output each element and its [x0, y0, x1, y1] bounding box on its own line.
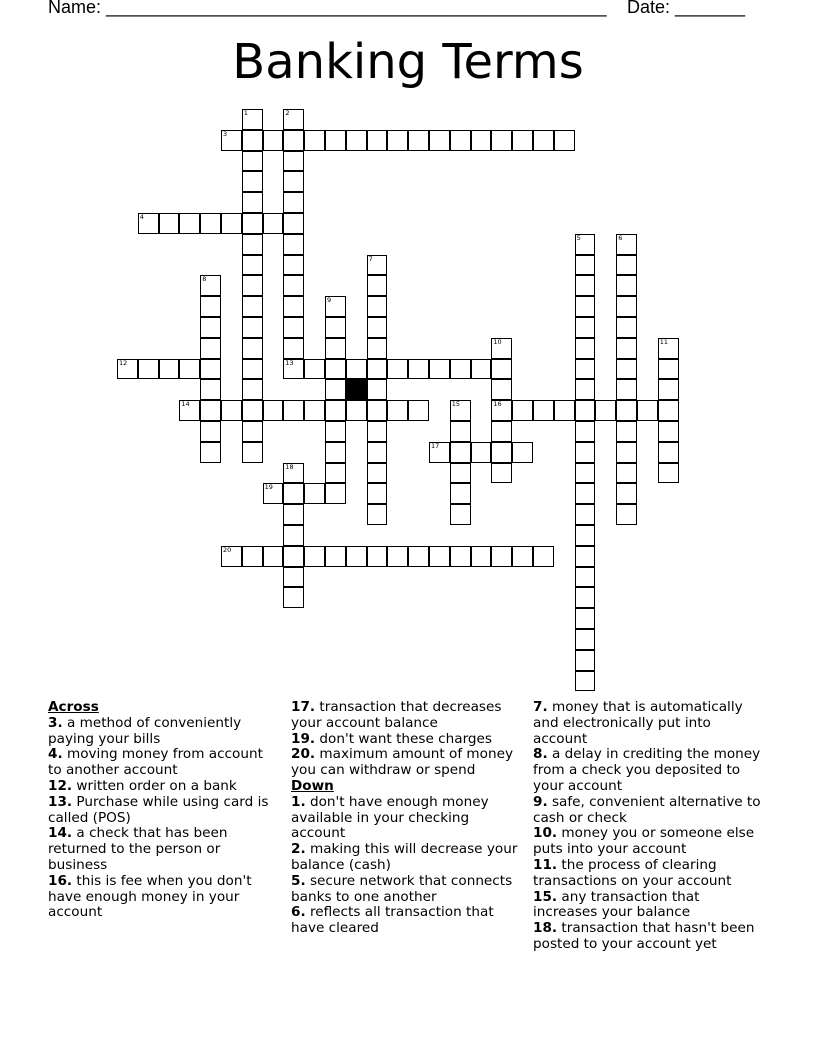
grid-cell[interactable] — [304, 359, 325, 380]
grid-cell[interactable] — [575, 567, 596, 588]
grid-cell[interactable] — [575, 255, 596, 276]
grid-cell[interactable] — [221, 546, 242, 567]
name-blank[interactable]: __________________________________________________ — [106, 0, 607, 17]
grid-cell[interactable] — [200, 213, 221, 234]
grid-cell[interactable] — [367, 442, 388, 463]
across-heading: Across — [48, 699, 99, 715]
grid-cell[interactable] — [616, 400, 637, 421]
clue-down-7: 7. money that is automatically and electronically put into account — [533, 699, 743, 747]
grid-cell[interactable] — [263, 400, 284, 421]
date-label: Date: — [627, 0, 671, 17]
clue-down-1: 1. don't have enough money available in your checking account — [291, 793, 489, 842]
grid-cell[interactable] — [346, 400, 367, 421]
grid-cell[interactable] — [367, 504, 388, 525]
grid-cell[interactable] — [200, 275, 221, 296]
clue-across-4: 4. moving money from account to another account — [48, 746, 263, 779]
grid-cell[interactable] — [408, 546, 429, 567]
grid-cell[interactable] — [325, 296, 346, 317]
grid-cell[interactable] — [450, 463, 471, 484]
clue-down-10: 10. money you or someone else puts into your account — [533, 825, 755, 858]
grid-cell[interactable] — [575, 421, 596, 442]
clue-down-9: 9. safe, convenient alternative to cash or check — [533, 793, 761, 826]
grid-cell[interactable] — [263, 546, 284, 567]
grid-cell[interactable] — [658, 379, 679, 400]
grid-cell[interactable] — [117, 359, 138, 380]
grid-cell[interactable] — [387, 546, 408, 567]
clue-across-16: 16. this is fee when you don't have enough money in your account — [48, 872, 252, 921]
grid-cell[interactable] — [450, 504, 471, 525]
grid-cell[interactable] — [367, 379, 388, 400]
grid-cell[interactable] — [325, 130, 346, 151]
grid-cell[interactable] — [283, 171, 304, 192]
grid-cell[interactable] — [367, 463, 388, 484]
clue-across-3: 3. a method of conveniently paying your bills — [48, 714, 242, 747]
grid-cell[interactable] — [491, 400, 512, 421]
grid-cell[interactable] — [283, 109, 304, 130]
clue-number: 5 — [576, 233, 581, 242]
grid-cell[interactable] — [367, 359, 388, 380]
grid-cell[interactable] — [450, 442, 471, 463]
grid-cell[interactable] — [242, 400, 263, 421]
grid-cell[interactable] — [575, 400, 596, 421]
grid-cell[interactable] — [138, 213, 159, 234]
grid-cell[interactable] — [429, 546, 450, 567]
grid-cell[interactable] — [575, 359, 596, 380]
grid-cell[interactable] — [325, 379, 346, 400]
grid-cell[interactable] — [263, 213, 284, 234]
grid-cell[interactable] — [575, 629, 596, 650]
grid-cell[interactable] — [283, 567, 304, 588]
grid-cell[interactable] — [658, 400, 679, 421]
clue-down-5: 5. secure network that connects banks to one another — [291, 872, 513, 905]
grid-cell[interactable] — [637, 400, 658, 421]
grid-cell[interactable] — [575, 338, 596, 359]
grid-cell[interactable] — [304, 483, 325, 504]
grid-cell[interactable] — [325, 463, 346, 484]
clue-number: 6 — [618, 233, 623, 242]
clue-across-13: 13. Purchase while using card is called (POS) — [48, 793, 269, 826]
grid-cell[interactable] — [367, 421, 388, 442]
grid-cell[interactable] — [242, 109, 263, 130]
grid-cell[interactable] — [242, 234, 263, 255]
grid-cell[interactable] — [283, 483, 304, 504]
grid-cell[interactable] — [263, 483, 284, 504]
page-title: Banking Terms — [232, 34, 584, 90]
grid-cell[interactable] — [491, 463, 512, 484]
grid-cell[interactable] — [575, 546, 596, 567]
grid-cell[interactable] — [263, 130, 284, 151]
grid-cell[interactable] — [575, 504, 596, 525]
grid-cell[interactable] — [575, 275, 596, 296]
grid-cell[interactable] — [616, 338, 637, 359]
clue-number: 19 — [264, 483, 273, 492]
grid-cell[interactable] — [367, 130, 388, 151]
grid-cell[interactable] — [491, 130, 512, 151]
grid-cell[interactable] — [387, 400, 408, 421]
grid-cell[interactable] — [200, 442, 221, 463]
grid-cell[interactable] — [408, 359, 429, 380]
clue-number: 12 — [119, 358, 128, 367]
grid-cell[interactable] — [595, 400, 616, 421]
grid-cell[interactable] — [242, 442, 263, 463]
clue-number: 2 — [285, 109, 290, 117]
name-label: Name: — [48, 0, 102, 17]
grid-cell[interactable] — [200, 421, 221, 442]
grid-cell[interactable] — [491, 338, 512, 359]
grid-cell[interactable] — [242, 275, 263, 296]
grid-cell[interactable] — [387, 359, 408, 380]
grid-cell[interactable] — [450, 359, 471, 380]
grid-cell[interactable] — [242, 255, 263, 276]
grid-cell[interactable] — [616, 483, 637, 504]
grid-cell[interactable] — [221, 400, 242, 421]
clue-down-2: 2. making this will decrease your balance (cash) — [291, 841, 518, 873]
grid-cell[interactable] — [429, 442, 450, 463]
grid-cell[interactable] — [283, 317, 304, 338]
grid-cell[interactable] — [283, 504, 304, 525]
grid-cell[interactable] — [429, 359, 450, 380]
clue-number: 15 — [451, 400, 461, 409]
clue-across-14: 14. a check that has been returned to the person or business — [48, 825, 228, 873]
grid-cell[interactable] — [471, 130, 492, 151]
grid-cell[interactable] — [346, 546, 367, 567]
grid-cell[interactable] — [616, 379, 637, 400]
clue-number: 3 — [223, 129, 228, 138]
clue-column-2 — [291, 700, 521, 937]
grid-cell[interactable] — [283, 151, 304, 172]
grid-cell[interactable] — [616, 504, 637, 525]
grid-cell[interactable] — [491, 379, 512, 400]
grid-cell[interactable] — [200, 359, 221, 380]
grid-cell[interactable] — [242, 338, 263, 359]
down-heading: Down — [291, 777, 334, 794]
grid-cell[interactable] — [387, 130, 408, 151]
grid-cell[interactable] — [512, 546, 533, 567]
grid-cell[interactable] — [575, 463, 596, 484]
grid-cell[interactable] — [491, 546, 512, 567]
grid-cell[interactable] — [283, 213, 304, 234]
grid-cell[interactable] — [221, 213, 242, 234]
grid-cell[interactable] — [616, 275, 637, 296]
grid-cell[interactable] — [408, 400, 429, 421]
grid-cell[interactable] — [304, 546, 325, 567]
grid-cell[interactable] — [242, 421, 263, 442]
grid-cell[interactable] — [450, 546, 471, 567]
clue-number: 7 — [368, 254, 373, 263]
clue-number: 17 — [431, 441, 440, 450]
grid-cell[interactable] — [283, 234, 304, 255]
grid-cell[interactable] — [200, 296, 221, 317]
grid-cell[interactable] — [346, 359, 367, 380]
clue-number: 16 — [493, 400, 502, 409]
grid-cell[interactable] — [450, 400, 471, 421]
grid-cell[interactable] — [450, 483, 471, 504]
grid-cell[interactable] — [283, 546, 304, 567]
grid-cell[interactable] — [616, 317, 637, 338]
grid-cell[interactable] — [283, 255, 304, 276]
clue-down-8: 8. a delay in crediting the money from a check you deposited to your account — [533, 746, 761, 794]
clue-column-3 — [533, 700, 763, 953]
grid-cell[interactable] — [512, 400, 533, 421]
grid-cell[interactable] — [575, 379, 596, 400]
date-blank[interactable]: _______ — [675, 0, 746, 17]
grid-cell[interactable] — [242, 171, 263, 192]
grid-cell[interactable] — [159, 213, 180, 234]
grid-cell[interactable] — [616, 442, 637, 463]
grid-cell[interactable] — [367, 275, 388, 296]
grid-cell[interactable] — [325, 317, 346, 338]
clue-number: 1 — [243, 109, 248, 117]
grid-cell[interactable] — [616, 234, 637, 255]
grid-cell[interactable] — [159, 359, 180, 380]
clue-down-18: 18. transaction that hasn't been posted to your account yet — [533, 920, 755, 952]
grid-cell[interactable] — [616, 255, 637, 276]
clue-number: 20 — [223, 545, 232, 554]
grid-cell[interactable] — [242, 359, 263, 380]
grid-cell[interactable] — [533, 546, 554, 567]
grid-cell[interactable] — [346, 130, 367, 151]
grid-cell[interactable] — [575, 608, 596, 629]
grid-cell[interactable] — [179, 213, 200, 234]
grid-cell[interactable] — [367, 400, 388, 421]
grid-cell[interactable] — [575, 650, 596, 671]
grid-cell[interactable] — [616, 359, 637, 380]
grid-cell[interactable] — [471, 359, 492, 380]
grid-cell[interactable] — [200, 317, 221, 338]
grid-cell[interactable] — [242, 213, 263, 234]
clue-across-20: 20. maximum amount of money you can withdraw or spend — [291, 746, 514, 779]
grid-cell[interactable] — [367, 317, 388, 338]
grid-cell[interactable] — [179, 400, 200, 421]
grid-cell[interactable] — [242, 151, 263, 172]
clue-number: 9 — [327, 296, 332, 305]
grid-cell[interactable] — [429, 130, 450, 151]
grid-cell[interactable] — [283, 296, 304, 317]
clue-number: 8 — [202, 275, 207, 284]
grid-cell[interactable] — [283, 192, 304, 213]
grid-cell[interactable] — [242, 379, 263, 400]
grid-cell[interactable] — [200, 338, 221, 359]
grid-cell[interactable] — [491, 421, 512, 442]
grid-cell[interactable] — [283, 587, 304, 608]
grid-cell[interactable] — [367, 338, 388, 359]
grid-cell[interactable] — [512, 442, 533, 463]
grid-cell[interactable] — [575, 296, 596, 317]
clue-number: 14 — [181, 400, 190, 409]
grid-cell[interactable] — [242, 130, 263, 151]
grid-cell[interactable] — [283, 400, 304, 421]
grid-cell[interactable] — [575, 317, 596, 338]
grid-cell[interactable] — [304, 400, 325, 421]
grid-cell[interactable] — [367, 255, 388, 276]
grid-cell[interactable] — [533, 130, 554, 151]
grid-cell[interactable] — [408, 130, 429, 151]
grid-cell[interactable] — [658, 463, 679, 484]
grid-cell[interactable] — [575, 234, 596, 255]
clue-number: 11 — [659, 337, 669, 346]
grid-cell[interactable] — [283, 359, 304, 380]
grid-cell[interactable] — [283, 130, 304, 151]
grid-cell[interactable] — [283, 463, 304, 484]
grid-cell[interactable] — [450, 421, 471, 442]
clue-across-19: 19. don't want these charges — [291, 730, 493, 747]
grid-cell[interactable] — [138, 359, 159, 380]
clue-number: 18 — [285, 462, 294, 471]
grid-cell[interactable] — [325, 421, 346, 442]
grid-cell[interactable] — [242, 317, 263, 338]
grid-cell[interactable] — [471, 442, 492, 463]
grid-cell[interactable] — [554, 400, 575, 421]
grid-cell[interactable] — [491, 442, 512, 463]
clue-across-17: 17. transaction that decreases your account balance — [291, 699, 502, 731]
grid-cell[interactable] — [367, 296, 388, 317]
grid-cell[interactable] — [575, 525, 596, 546]
grid-cell[interactable] — [658, 359, 679, 380]
clue-number: 10 — [493, 337, 502, 346]
grid-cell[interactable] — [616, 463, 637, 484]
grid-cell[interactable] — [283, 275, 304, 296]
grid-cell[interactable] — [575, 442, 596, 463]
grid-cell[interactable] — [575, 671, 596, 692]
grid-cell[interactable] — [450, 130, 471, 151]
clue-number: 13 — [285, 358, 294, 367]
grid-cell[interactable] — [575, 483, 596, 504]
grid-cell[interactable] — [616, 296, 637, 317]
grid-cell[interactable] — [242, 192, 263, 213]
grid-cell[interactable] — [325, 400, 346, 421]
clue-down-15: 15. any transaction that increases your balance — [533, 888, 700, 921]
grid-cell[interactable] — [367, 483, 388, 504]
grid-cell[interactable] — [325, 546, 346, 567]
grid-cell[interactable] — [575, 587, 596, 608]
clue-number: 4 — [139, 213, 144, 221]
grid-cell[interactable] — [325, 359, 346, 380]
grid-cell[interactable] — [200, 400, 221, 421]
grid-cell[interactable] — [325, 483, 346, 504]
grid-cell[interactable] — [367, 546, 388, 567]
grid-cell[interactable] — [658, 442, 679, 463]
grid-cell[interactable] — [658, 338, 679, 359]
grid-cell[interactable] — [179, 359, 200, 380]
grid-cell[interactable] — [491, 359, 512, 380]
grid-cell[interactable] — [242, 546, 263, 567]
grid-cell[interactable] — [242, 296, 263, 317]
grid-cell[interactable] — [325, 338, 346, 359]
grid-cell[interactable] — [554, 130, 575, 151]
grid-cell[interactable] — [471, 546, 492, 567]
clue-across-12: 12. written order on a bank — [48, 777, 237, 794]
clue-column-1 — [48, 700, 278, 921]
grid-cell[interactable] — [221, 130, 242, 151]
black-square — [346, 379, 367, 400]
grid-cell[interactable] — [304, 130, 325, 151]
grid-cell[interactable] — [283, 525, 304, 546]
grid-cell[interactable] — [512, 130, 533, 151]
grid-cell[interactable] — [325, 442, 346, 463]
grid-cell[interactable] — [283, 338, 304, 359]
clue-down-6: 6. reflects all transaction that have cleared — [291, 904, 494, 937]
grid-cell[interactable] — [200, 379, 221, 400]
grid-cell[interactable] — [616, 421, 637, 442]
grid-cell[interactable] — [658, 421, 679, 442]
clue-down-11: 11. the process of clearing transactions on your account — [533, 856, 732, 889]
grid-cell[interactable] — [533, 400, 554, 421]
